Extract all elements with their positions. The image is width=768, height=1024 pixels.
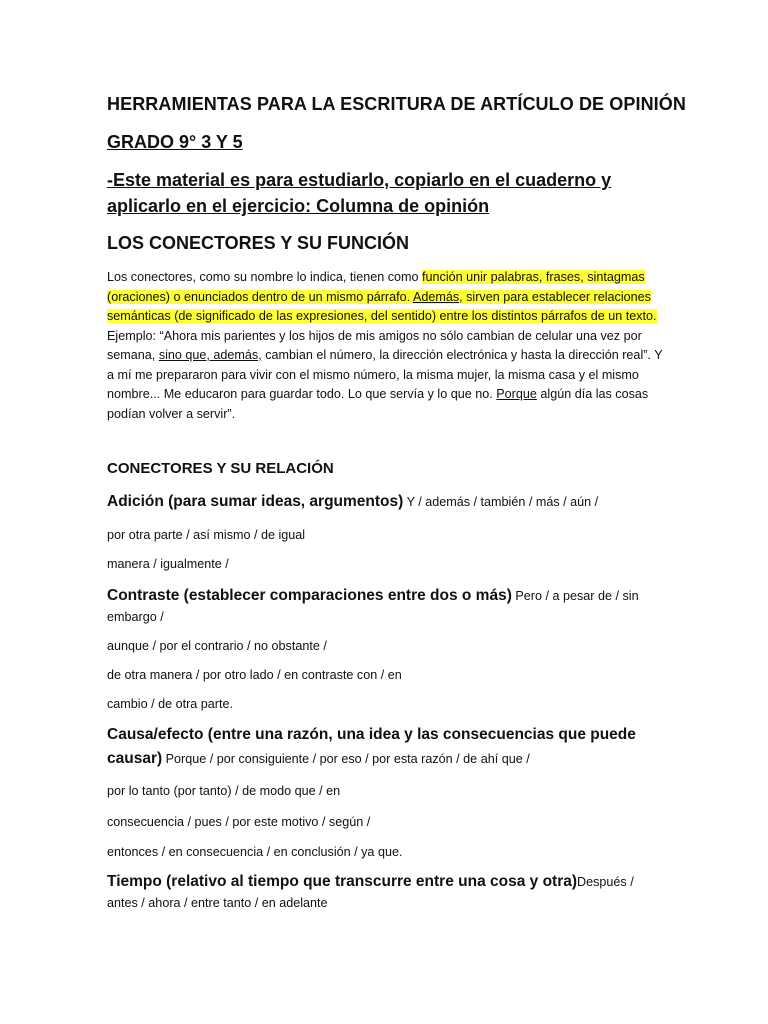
category-addition-heading	[107, 493, 598, 511]
paragraph-line	[107, 268, 667, 288]
connector-line: aunque / por el contrario / no obstante /	[107, 639, 327, 653]
category-label: Tiempo (relativo al tiempo que transcurre entre una cosa y otra)	[107, 873, 578, 890]
highlighted-text: función unir palabras, frases, sintagmas	[422, 270, 645, 284]
connector-line: de otra manera / por otro lado / en contraste con / en	[107, 668, 402, 682]
category-label: Contraste (establecer comparaciones entre dos o más)	[107, 587, 512, 604]
category-time-heading	[107, 873, 634, 891]
connector-line: por lo tanto (por tanto) / de modo que / en	[107, 784, 341, 798]
document-title: HERRAMIENTAS PARA LA ESCRITURA DE ARTÍCULO DE OPINIÓN	[107, 94, 686, 114]
category-connectors: Y / además / también / más / aún /	[403, 495, 599, 509]
connector-line: cambio / de otra parte.	[107, 697, 234, 711]
category-connectors: Pero / a pesar de / sin	[511, 589, 639, 603]
paragraph-text: nombre... Me educaron para guardar todo. Lo que servía y lo que no.	[107, 387, 497, 401]
intro-paragraph	[107, 268, 667, 424]
paragraph-text: cambian el número, la dirección electrónica y hasta la dirección real”. Y	[261, 348, 663, 362]
paragraph-line	[107, 288, 667, 308]
highlighted-underlined-text: Además,	[412, 289, 463, 304]
paragraph-text: semana,	[107, 348, 159, 362]
highlighted-text: sirven para establecer relaciones	[462, 289, 651, 304]
connector-line: manera / igualmente /	[107, 557, 229, 571]
category-connectors: Porque / por consiguiente / por eso / por esta razón / de ahí que /	[162, 752, 530, 766]
connector-line: consecuencia / pues / por este motivo / según /	[107, 815, 371, 829]
highlighted-text: (oraciones) o enunciados dentro de un mismo párrafo.	[107, 289, 411, 304]
paragraph-line	[107, 346, 667, 366]
category-cause-effect-heading: Causa/efecto (entre una razón, una idea y las consecuencias que puede	[107, 726, 636, 743]
connector-line: por otra parte / así mismo / de igual	[107, 528, 306, 542]
paragraph-line	[107, 307, 667, 327]
category-contrast-heading	[107, 587, 639, 605]
paragraph-text: Los conectores, como su nombre lo indica, tienen como	[107, 270, 423, 284]
connector-line: embargo /	[107, 610, 164, 624]
underlined-text: sino que, además,	[158, 348, 262, 362]
paragraph-line: a mí me prepararon para vivir con el mismo número, la misma mujer, la misma casa y el mismo	[107, 367, 639, 382]
highlighted-text: semánticas (de significado de las expresiones, del sentido) entre los distintos párrafos de un texto.	[107, 309, 657, 323]
category-connectors: Después /	[577, 875, 634, 889]
section-title: LOS CONECTORES Y SU FUNCIÓN	[107, 233, 410, 253]
instruction-line-2: aplicarlo en el ejercicio: Columna de opinión	[107, 196, 490, 216]
paragraph-line: podían volver a servir”.	[107, 406, 236, 421]
paragraph-text: algún día las cosas	[536, 387, 649, 401]
category-cause-effect-heading-cont	[107, 750, 530, 768]
grade-heading: GRADO 9° 3 Y 5	[107, 132, 243, 152]
connector-line: antes / ahora / entre tanto / en adelante	[107, 896, 328, 910]
category-label: causar)	[107, 750, 163, 767]
instruction-line-1: -Este material es para estudiarlo, copiarlo en el cuaderno y	[107, 170, 612, 190]
relations-heading: CONECTORES Y SU RELACIÓN	[107, 460, 334, 477]
connector-line: entonces / en consecuencia / en conclusión / ya que.	[107, 845, 403, 859]
category-label: Adición (para sumar ideas, argumentos)	[107, 493, 404, 510]
paragraph-line: Ejemplo: “Ahora mis parientes y los hijos de mis amigos no sólo cambian de celular una vez por	[107, 328, 642, 343]
underlined-text: Porque	[496, 387, 537, 401]
paragraph-line	[107, 385, 667, 405]
